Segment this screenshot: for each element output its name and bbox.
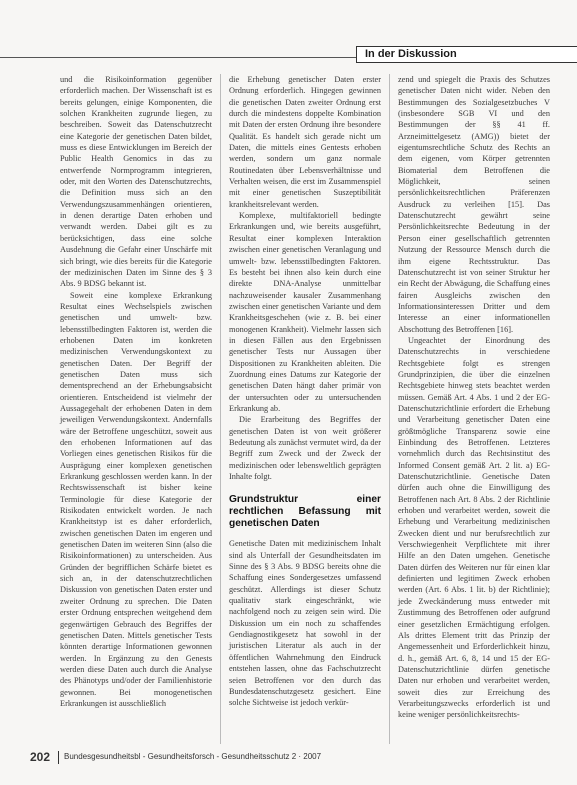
paragraph: Genetische Daten mit medizinischem Inhalt sind als Unterfall der Gesundheitsdaten im Sinne des § 3 Abs. 9 BDSG bereits ohne die Schaffung eines Sondergesetzes umfassend geschützt. Allerdings ist dieser Schutz qualitativ stark eingeschränkt, wie nachfolgend noch zu zeigen sein wird. Die Diskussion um ein noch zu schaffendes Gendiagnostikgesetz hat sowohl in der juristischen Literatur als auch in der öffentlichen Wahrnehmung den Eindruck entstehen lassen, ohne das Fachschutzrecht seien Betroffenen vor den durch das Bundesdatenschutzgesetz gesichert. Eine solche Sichtweise ist jedoch verkür- (229, 539, 381, 708)
header-rule (0, 57, 370, 58)
paragraph: zend und spiegelt die Praxis des Schutzes genetischer Daten nicht wider. Neben den Bestimmungen des Sozialgesetzbuches V (insbesondere SGB VI und den Bestimmungen der §§ 41 ff. Arzneimittelgesetz (AMG)) bietet der eigentumsrechtliche Schutz des Rechts an dem eigenen, vom Körper getrennten Biomaterial dem Betroffenen die Möglichkeit, seinen persönlichkeitsrechtlichen Präferenzen Ausdruck zu verleihen [15]. Das Datenschutzrecht gewährt seine Persönlichkeitsrechte Bedeutung in der Person einer gesellschaftlich getrennten Nutzung der Ressource Mensch durch die ihm eigene Rechtsstruktur. Das Datenschutzrecht ist von seiner Struktur her ein Recht der Abwägung, die Schaffung eines fairen Ausgleichs zwischen den Informationsinteressen Dritter und dem Interesse an einer informationellen Abschottung des Betroffenen [16]. (398, 75, 550, 334)
paragraph: die Erhebung genetischer Daten erster Ordnung erforderlich. Hingegen gewinnen die genetischen Daten zweiter Ordnung erst durch die mindestens doppelte Kombination mit Daten der ersten Ordnung ihre besondere Qualität. Es handelt sich gerade nicht um Daten, die mittels eines Gentests erhoben werden, sondern um ganz normale Routinedaten über Lebensverhältnisse und Verhalten weisen, die erst im Zusammenspiel mit einer genetischen Suszeptibilität krankheitsrelevant werden. (229, 75, 381, 209)
paragraph: Soweit eine komplexe Erkrankung Resultat eines Wechselspiels zwischen genetischen und umwelt- bzw. lebensstilbedingten Faktoren ist, werden die erhobenen Daten im konkreten medizinischen Verwendungskontext zu genetischen Daten. Der Begriff der genetischen Daten muss sich dementsprechend an der Erhebungsabsicht orientieren. Entscheidend ist vielmehr der Aussagegehalt der erhobenen Daten in dem jeweiligen Verwendungskontext. Andernfalls wäre der Betroffene ungeschützt, soweit aus den erhobenen Informationen auf das Vorliegen eines genetischen Risikos für die Ausprägung einer komplexen genetischen Erkrankung geschlossen werden kann. In der Rechtswissenschaft ist bisher keine Terminologie für diese Kategorie der Risikodaten entwickelt worden. Je nach Krankheitstyp ist es daher erforderlich, zwischen genetischen Daten im engeren und genetischen Daten im weiteren Sinn (also die Risikoinformationen) zu unterscheiden. Aus Gründen der begrifflichen Schärfe bietet es sich an, in der datenschutzrechtlichen Diskussion von genetischen Daten erster und zweiter Ordnung zu sprechen. Die Daten erster Ordnung entsprechen weitgehend dem gegenwärtigen Gebrauch des Begriffes der genetischen Daten. Mittels genetischer Tests könnten derartige Informationen gewonnen werden. In Ergänzung zu den Genests werden diese Daten auch durch die Analyse des Phänotyps und/oder der Familienhistorie gewonnen. Bei monogenetischen Erkrankungen ist ausschließlich (60, 290, 212, 708)
text-column-1 (60, 74, 212, 709)
page-number: 202 (30, 750, 51, 764)
paragraph: und die Risikoinformation gegenüber erforderlich machen. Der Wissenschaft ist es bereits gelungen, einige Komponenten, die solchen Krankheiten zugrunde liegen, zu beschreiben. Soweit das Datenschutzrecht eine Kategorie der genetischen Daten bildet, muss es diese Entwicklungen im Bereich der Public Health Genomics in das zu entwerfende Normprogramm integrieren, oder, mit den Worten des Datenschutzrechts, die Definition muss sich an den Verwendungszusammenhängen orientieren, in denen derartige Daten erhoben und verwandt werden. Dabei gilt es zu berücksichtigen, dass eine solche Ausdehnung die Gefahr einer Unschärfe mit sich bringt, wie dies bereits für die Kategorie der medizinischen Daten im Sinne des § 3 Abs. 9 BDSG bekannt ist. (60, 75, 212, 289)
journal-citation: Bundesgesundheitsbl - Gesundheitsforsch - Gesundheitsschutz 2 · 2007 (64, 752, 322, 761)
paragraph: Komplexe, multifaktoriell bedingte Erkrankungen und, wie bereits ausgeführt, Resultat einer komplexen Interaktion zwischen einer genetischen Veranlagung und umwelt- bzw. lebensstilbedingten Faktoren. Es besteht bei ihnen also kein durch eine direkte DNA-Analyse unmittelbar nachzuweisender kausaler Zusammenhang zwischen einer genetischen Variante und dem Krankheitsgeschehen (wie z. B. bei einer monogenen Krankheit). Vielmehr lassen sich in diesen Fällen aus den Ergebnissen genetischer Tests nur Aussagen über Dispositionen zu Krankheiten ableiten. Die Zuordnung eines Datums zur Kategorie der genetischen Daten hängt daher primär von der untersuchten oder zu untersuchenden Erkrankung ab. (229, 211, 381, 413)
column-divider (220, 74, 221, 744)
footer-divider (58, 751, 59, 764)
text-column-3 (398, 74, 550, 721)
column-divider (389, 74, 390, 744)
section-title: In der Diskussion (365, 48, 457, 60)
section-heading: Grundstruktur einer rechtlichen Befassung mit genetischen Daten (229, 494, 381, 530)
section-tab (356, 46, 577, 63)
paragraph: Ungeachtet der Einordnung des Datenschutzrechts in verschiedene Rechtsgebiete folgt es strengen Grundprinzipien, die über die einzelnen Rechtsgebiete hinweg stets beachtet werden müssen. Gemäß Art. 4 Abs. 1 und 2 der EG-Datenschutzrichtlinie erfordert die Erhebung und Verarbeitung genetischer Daten eine größtmögliche Transparenz sowie eine Einbindung des Betroffenen. Letzteres vornehmlich durch das Rechtsinstitut des Informed Consent gemäß Art. 2 lit. a) EG-Datenschutzrichtlinie. Genetische Daten dürfen auch ohne die Einwilligung des Betroffenen nach Art. 8 Abs. 2 der Richtlinie erhoben und verarbeitet werden, soweit die Erhebung und Verarbeitung medizinischen Zwecken dient und nur berufsrechtlich zur Verschwiegenheit Verpflichtete mit ihrer Hilfe an den Daten umgehen. Genetische Daten dürfen des Weiteren nur für einen klar definierten und legitimen Zweck erhoben werden (Art. 6 Abs. 1 lit. b) der Richtlinie); jede Zweckänderung muss entweder mit Zustimmung des Betroffenen oder aufgrund einer gesetzlichen Ermächtigung erfolgen. Als drittes Element tritt das Prinzip der Angemessenheit und Erforderlichkeit hinzu, d. h., gemäß Art. 6, 8, 14 und 15 der EG-Datenschutzrichtlinie dürfen genetische Daten nur erhoben und verarbeitet werden, soweit dies zur Erreichung des Verarbeitungszwecks erforderlich ist und keine weniger persönlichkeitsrechts- (398, 335, 550, 720)
text-column-2 (229, 74, 381, 709)
paragraph: Die Erarbeitung des Begriffes der genetischen Daten ist von weit größerer Bedeutung als zunächst vermutet wird, da der Begriff zum Zweck und der Zweck der medizinischen oder lebensweltlich geprägten Inhalte folgt. (229, 415, 381, 482)
